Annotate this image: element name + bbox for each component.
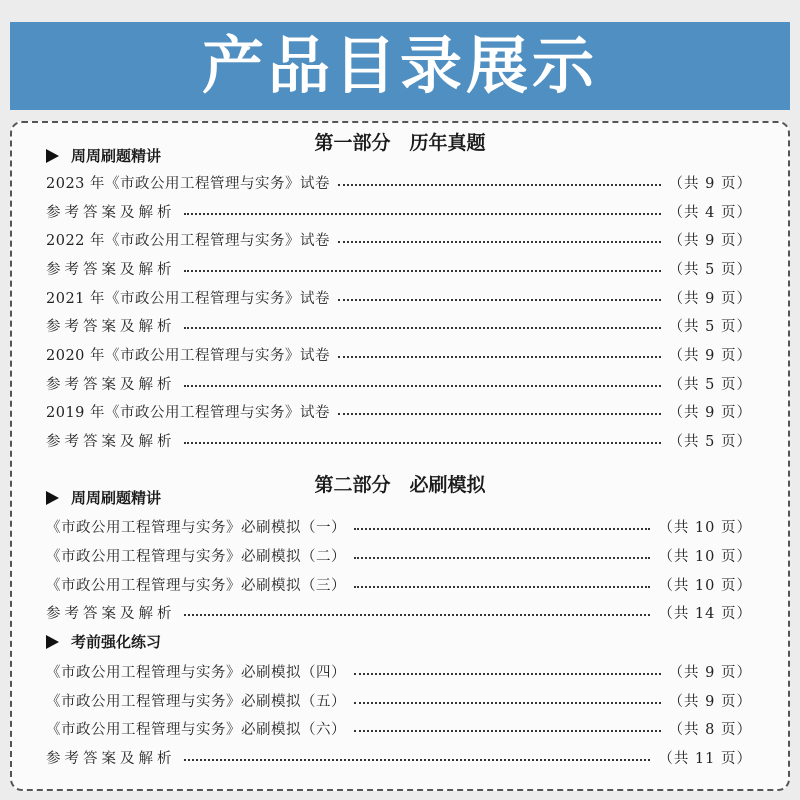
dot-leader xyxy=(338,413,661,415)
part1-section-heading xyxy=(46,145,161,166)
part2-heading: 第二部分 必刷模拟 xyxy=(314,474,486,496)
toc-entry[interactable] xyxy=(46,343,752,365)
arrow-right-icon xyxy=(46,635,59,649)
part2-section1-heading xyxy=(46,487,161,508)
entry-page-count: （共 9 页） xyxy=(668,347,752,364)
toc-entry[interactable] xyxy=(46,689,752,711)
dot-leader xyxy=(184,213,661,215)
toc-entry[interactable] xyxy=(46,228,752,250)
dot-leader xyxy=(354,586,650,588)
entry-page-count: （共 5 页） xyxy=(668,261,752,278)
toc-entry[interactable] xyxy=(46,286,752,308)
dot-leader xyxy=(184,614,651,616)
entry-label: 2021 年《市政公用工程管理与实务》试卷 xyxy=(46,290,331,307)
dot-leader xyxy=(354,702,661,704)
toc-entry[interactable] xyxy=(46,717,752,739)
entry-label: 2019 年《市政公用工程管理与实务》试卷 xyxy=(46,404,331,421)
dot-leader xyxy=(184,442,661,444)
entry-label: 《市政公用工程管理与实务》必刷模拟（一） xyxy=(46,519,346,536)
entry-page-count: （共 10 页） xyxy=(658,548,752,565)
entry-page-count: （共 4 页） xyxy=(668,204,752,221)
entry-page-count: （共 10 页） xyxy=(658,577,752,594)
entry-label: 参考答案及解析 xyxy=(46,376,176,393)
entry-label: 《市政公用工程管理与实务》必刷模拟（三） xyxy=(46,577,346,594)
entry-page-count: （共 5 页） xyxy=(668,318,752,335)
toc-frame xyxy=(10,121,790,791)
entry-page-count: （共 9 页） xyxy=(668,175,752,192)
entry-label: 《市政公用工程管理与实务》必刷模拟（五） xyxy=(46,693,346,710)
dot-leader xyxy=(338,299,661,301)
section-label: 考前强化练习 xyxy=(71,633,162,651)
arrow-right-icon xyxy=(46,491,59,505)
entry-page-count: （共 8 页） xyxy=(668,721,752,738)
arrow-right-icon xyxy=(46,149,59,163)
toc-entry[interactable] xyxy=(46,746,752,768)
part1-heading: 第一部分 历年真题 xyxy=(314,132,486,154)
toc-entry[interactable] xyxy=(46,372,752,394)
toc-entry[interactable] xyxy=(46,544,752,566)
dot-leader xyxy=(184,759,651,761)
entry-label: 参考答案及解析 xyxy=(46,433,176,450)
entry-label: 参考答案及解析 xyxy=(46,605,176,622)
entry-label: 《市政公用工程管理与实务》必刷模拟（四） xyxy=(46,664,346,681)
entry-page-count: （共 9 页） xyxy=(668,232,752,249)
entry-label: 2020 年《市政公用工程管理与实务》试卷 xyxy=(46,347,331,364)
dot-leader xyxy=(184,327,661,329)
toc-entry[interactable] xyxy=(46,200,752,222)
entry-page-count: （共 14 页） xyxy=(658,605,752,622)
dot-leader xyxy=(338,184,661,186)
entry-page-count: （共 5 页） xyxy=(668,433,752,450)
dot-leader xyxy=(184,270,661,272)
dot-leader xyxy=(338,241,661,243)
entry-page-count: （共 9 页） xyxy=(668,404,752,421)
toc-entry[interactable] xyxy=(46,601,752,623)
toc-entry[interactable] xyxy=(46,257,752,279)
toc-entry[interactable] xyxy=(46,400,752,422)
toc-entry[interactable] xyxy=(46,515,752,537)
part2-section2-heading xyxy=(46,631,161,652)
entry-label: 参考答案及解析 xyxy=(46,261,176,278)
banner-title: 产品目录展示 xyxy=(201,29,598,102)
toc-entry[interactable] xyxy=(46,171,752,193)
entry-label: 《市政公用工程管理与实务》必刷模拟（二） xyxy=(46,548,346,565)
entry-label: 2022 年《市政公用工程管理与实务》试卷 xyxy=(46,232,331,249)
toc-entry[interactable] xyxy=(46,573,752,595)
dot-leader xyxy=(338,356,661,358)
dot-leader xyxy=(354,730,661,732)
entry-label: 参考答案及解析 xyxy=(46,750,176,767)
entry-label: 参考答案及解析 xyxy=(46,204,176,221)
entry-page-count: （共 9 页） xyxy=(668,290,752,307)
section-label: 周周刷题精讲 xyxy=(71,489,162,507)
toc-entry[interactable] xyxy=(46,314,752,336)
entry-page-count: （共 5 页） xyxy=(668,376,752,393)
entry-page-count: （共 9 页） xyxy=(668,664,752,681)
entry-label: 2023 年《市政公用工程管理与实务》试卷 xyxy=(46,175,331,192)
section-label: 周周刷题精讲 xyxy=(71,147,162,165)
entry-label: 《市政公用工程管理与实务》必刷模拟（六） xyxy=(46,721,346,738)
entry-page-count: （共 11 页） xyxy=(658,750,752,767)
toc-entry[interactable] xyxy=(46,660,752,682)
entry-page-count: （共 9 页） xyxy=(668,693,752,710)
toc-entry[interactable] xyxy=(46,429,752,451)
dot-leader xyxy=(184,385,661,387)
banner xyxy=(10,22,790,110)
dot-leader xyxy=(354,528,650,530)
dot-leader xyxy=(354,673,661,675)
entry-label: 参考答案及解析 xyxy=(46,318,176,335)
dot-leader xyxy=(354,557,650,559)
entry-page-count: （共 10 页） xyxy=(658,519,752,536)
